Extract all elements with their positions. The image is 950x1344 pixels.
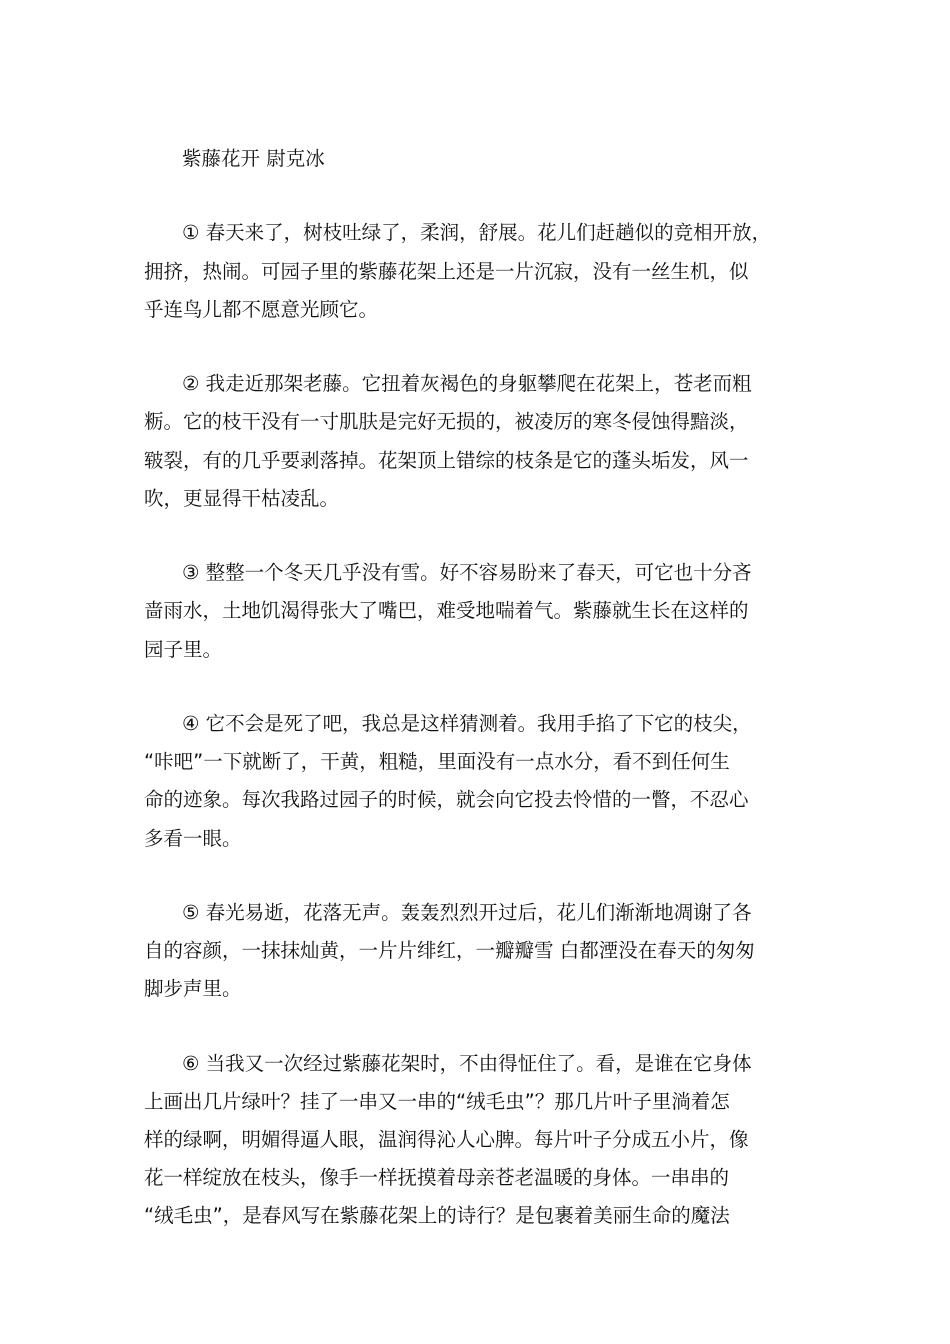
paragraph-1-line-3: 乎连鸟儿都不愿意光顾它。	[144, 298, 379, 321]
paragraph-4-line-3: 命的迹象。每次我路过园子的时候，就会向它投去怜惜的一瞥，不忍心	[144, 788, 749, 811]
paragraph-2-line-4: 吹，更显得干枯凌乱。	[144, 487, 340, 510]
paragraph-6-line-3: 样的绿啊，明媚得逼人眼，温润得沁人心脾。每片叶子分成五小片，像	[144, 1128, 749, 1151]
paragraph-3-line-2: 啬雨水，土地饥渴得张大了嘴巴，难受地喘着气。紫藤就生长在这样的	[144, 599, 749, 622]
paragraph-4-line-4: 多看一眼。	[144, 827, 242, 850]
paragraph-2-line-3: 皲裂，有的几乎要剥落掉。花架顶上错综的枝条是它的蓬头垢发，风一	[144, 449, 749, 472]
paragraph-1-line-1: ① 春天来了，树枝吐绿了，柔润，舒展。花儿们赶趟似的竞相开放，	[182, 221, 772, 244]
paragraph-5-line-2: 自的容颜，一抹抹灿黄，一片片绯红，一瓣瓣雪 白都湮没在春天的匆匆	[144, 939, 755, 962]
paragraph-5-line-3: 脚步声里。	[144, 977, 242, 1000]
paragraph-6-line-5: “绒毛虫”，是春风写在紫藤花架上的诗行？是包裹着美丽生命的魔法	[144, 1204, 730, 1227]
paragraph-2-line-2: 粝。它的枝干没有一寸肌肤是完好无损的，被凌厉的寒冬侵蚀得黯淡，	[144, 410, 749, 433]
paragraph-3-line-1: ③ 整整一个冬天几乎没有雪。好不容易盼来了春天，可它也十分吝	[182, 561, 752, 584]
paragraph-6-line-1: ⑥ 当我又一次经过紫藤花架时，不由得怔住了。看，是谁在它身体	[182, 1052, 752, 1075]
paragraph-1-line-2: 拥挤，热闹。可园子里的紫藤花架上还是一片沉寂，没有一丝生机，似	[144, 260, 749, 283]
article-title: 紫藤花开 尉克冰	[182, 147, 325, 170]
paragraph-5-line-1: ⑤ 春光易逝，花落无声。轰轰烈烈开过后，花儿们渐渐地凋谢了各	[182, 901, 752, 924]
paragraph-4-line-2: “咔吧”一下就断了，干黄，粗糙，里面没有一点水分，看不到任何生	[144, 750, 730, 773]
paragraph-6-line-4: 花一样绽放在枝头，像手一样抚摸着母亲苍老温暖的身体。一串串的	[144, 1166, 730, 1189]
paragraph-6-line-2: 上画出几片绿叶？挂了一串又一串的“绒毛虫”？那几片叶子里淌着怎	[144, 1090, 730, 1113]
paragraph-4-line-1: ④ 它不会是死了吧，我总是这样猜测着。我用手掐了下它的枝尖，	[182, 712, 752, 735]
paragraph-3-line-3: 园子里。	[144, 638, 223, 661]
paragraph-2-line-1: ② 我走近那架老藤。它扭着灰褐色的身躯攀爬在花架上，苍老而粗	[182, 372, 752, 395]
